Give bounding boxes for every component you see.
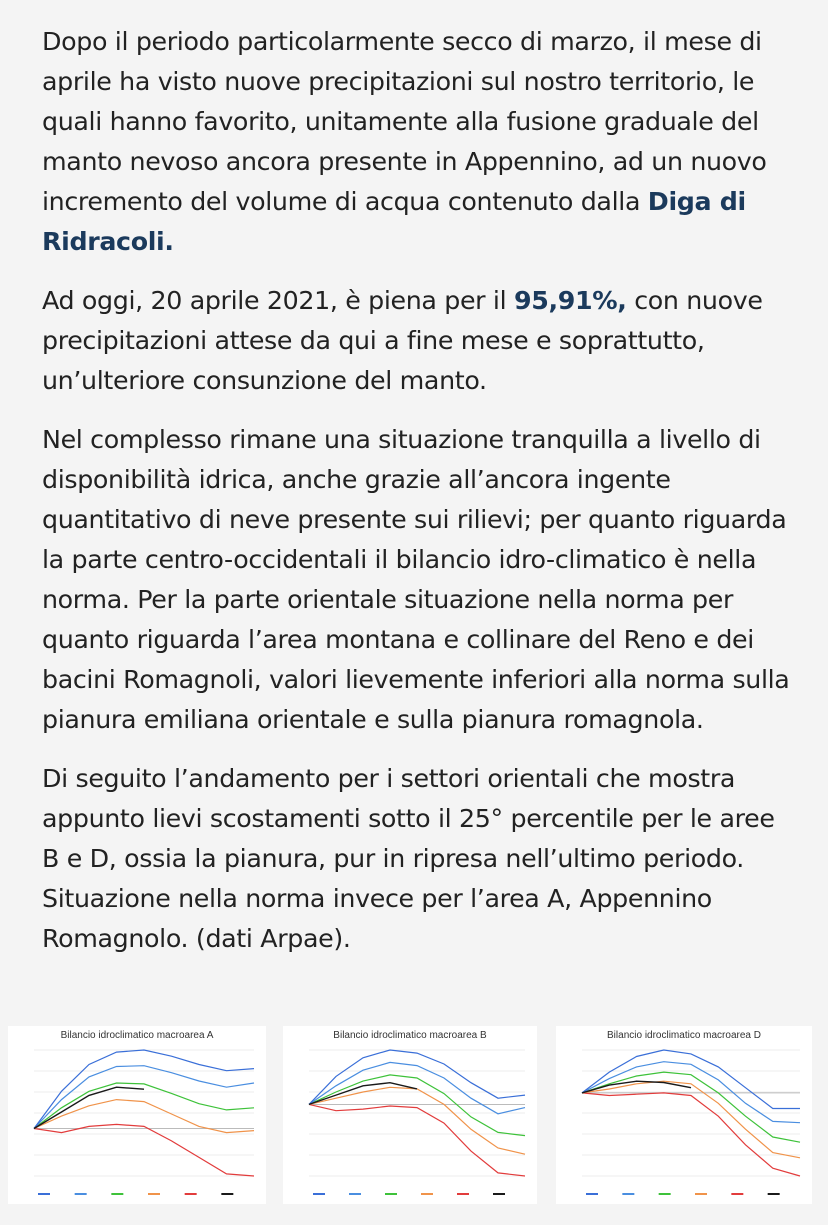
- paragraph-2-text-b: con nuove precipitazioni attese da qui a fine mese e soprattutto, un’ulteriore consunzione del manto.: [42, 286, 763, 395]
- chart-macroarea-d[interactable]: [556, 1026, 812, 1204]
- chart-macroarea-a[interactable]: [8, 1026, 266, 1204]
- paragraph-4: Di seguito l’andamento per i settori orientali che mostra appunto lievi scostamenti sotto il 25° percentile per le aree B e D, ossia la pianura, pur in ripresa nell’ultimo periodo. Situazione nella norma invece per l’area A, Appennino Romagnolo. (dati Arpae).: [42, 764, 775, 953]
- charts-row: [0, 1026, 828, 1206]
- paragraph-2-text-a: Ad oggi, 20 aprile 2021, è piena per il: [42, 286, 514, 315]
- diga-ridracoli-link[interactable]: Diga di Ridracoli.: [42, 187, 746, 256]
- chart-d-svg: [556, 1026, 812, 1204]
- chart-macroarea-b[interactable]: [283, 1026, 537, 1204]
- series-line-p50: [309, 1075, 525, 1136]
- series-line-p50: [34, 1083, 254, 1129]
- chart-d-title: Bilancio idroclimatico macroarea D: [607, 1030, 761, 1041]
- series-line-p25: [309, 1087, 525, 1154]
- chart-b-title: Bilancio idroclimatico macroarea B: [333, 1030, 487, 1041]
- series-line-p75: [34, 1066, 254, 1129]
- series-line-p95: [309, 1050, 525, 1104]
- series-line-p95: [34, 1050, 254, 1129]
- paragraph-1: [42, 22, 792, 262]
- article-body: [42, 22, 792, 978]
- series-line-p50: [582, 1072, 800, 1142]
- series-line-p95: [582, 1050, 800, 1109]
- series-line-p5: [34, 1124, 254, 1176]
- chart-b-svg: [283, 1026, 537, 1204]
- paragraph-2: [42, 281, 792, 401]
- fill-percentage: 95,91%,: [513, 286, 627, 315]
- series-line-current: [34, 1087, 144, 1128]
- paragraph-1-text: Dopo il periodo particolarmente secco di marzo, il mese di aprile ha visto nuove precipitazioni sul nostro territorio, le quali hanno favorito, unitamente alla fusione graduale del manto nevoso ancora presente in Appennino, ad un nuovo incremento del volume di acqua contenuto dalla: [42, 27, 767, 216]
- series-line-p75: [309, 1062, 525, 1113]
- chart-a-svg: [8, 1026, 266, 1204]
- series-line-p5: [309, 1104, 525, 1176]
- chart-a-title: Bilancio idroclimatico macroarea A: [60, 1030, 214, 1041]
- paragraph-3: Nel complesso rimane una situazione tranquilla a livello di disponibilità idrica, anche grazie all’ancora ingente quantitativo di neve presente sui rilievi; per quanto riguarda la parte centro-occidentali il bilancio idro-climatico è nella norma. Per la parte orientale situazione nella norma per quanto riguarda l’area montana e collinare del Reno e dei bacini Romagnoli, valori lievemente inferiori alla norma sulla pianura emiliana orientale e sulla pianura romagnola.: [42, 425, 790, 734]
